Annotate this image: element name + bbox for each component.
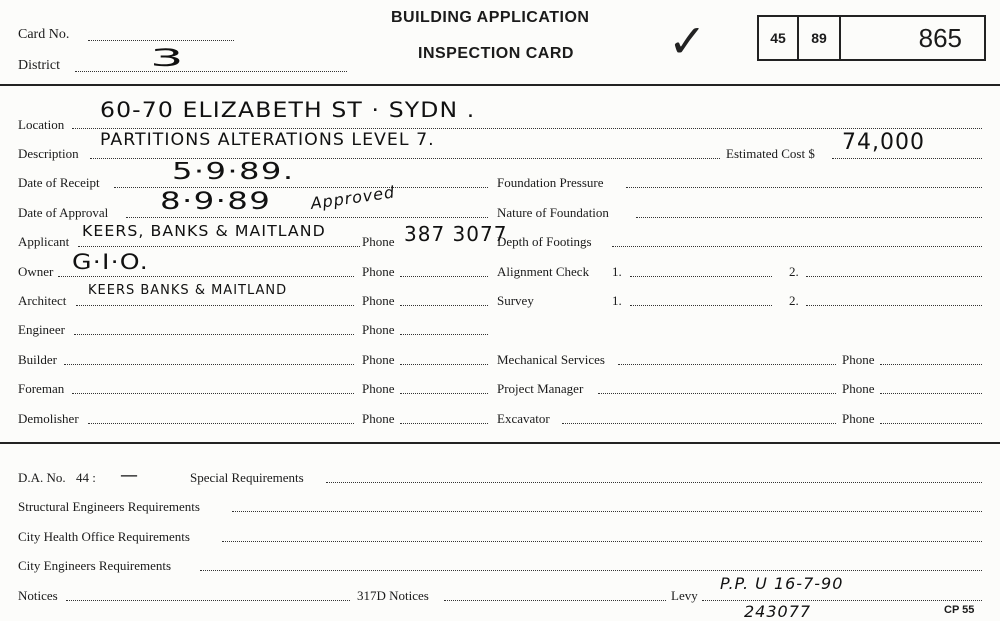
special-requirements-label: Special Requirements [190, 470, 304, 485]
alignment-check-label: Alignment Check [497, 264, 590, 279]
survey-label: Survey [497, 293, 534, 308]
date-approval-label: Date of Approval [18, 205, 109, 220]
card-box-2: 89 [797, 15, 841, 61]
notices-label: Notices [18, 588, 58, 603]
excavator-label: Excavator [497, 411, 550, 426]
alignment-check-field-1[interactable] [630, 276, 772, 277]
owner-label: Owner [18, 264, 54, 279]
form-code: CP 55 [944, 604, 975, 616]
engineer-phone-label: Phone [362, 322, 395, 337]
header-divider [0, 84, 1000, 86]
engineer-field[interactable] [74, 334, 354, 335]
nature-foundation-field[interactable] [636, 217, 982, 218]
survey-field-2[interactable] [806, 305, 982, 306]
survey-num-1: 1. [612, 293, 622, 308]
survey-field-1[interactable] [630, 305, 772, 306]
levy-sub-value: 243077 [744, 602, 812, 621]
alignment-num-2: 2. [789, 264, 799, 279]
demolisher-phone-label: Phone [362, 411, 395, 426]
project-manager-phone-label: Phone [842, 381, 875, 396]
levy-value: P.P. U 16-7-90 [720, 574, 844, 593]
estimated-cost-field[interactable] [832, 158, 982, 159]
card-box-3: 865 [839, 15, 986, 61]
demolisher-label: Demolisher [18, 411, 79, 426]
project-manager-field[interactable] [598, 393, 836, 394]
alignment-check-field-2[interactable] [806, 276, 982, 277]
date-receipt-value: 5·9·89. [172, 159, 295, 185]
owner-value: G·I·O. [72, 250, 150, 274]
excavator-phone-field[interactable] [880, 423, 982, 424]
excavator-field[interactable] [562, 423, 836, 424]
levy-label: Levy [671, 588, 698, 603]
project-manager-label: Project Manager [497, 381, 584, 396]
card-no-field[interactable] [88, 40, 234, 41]
description-label: Description [18, 146, 79, 161]
health-field[interactable] [222, 541, 982, 542]
foreman-phone-label: Phone [362, 381, 395, 396]
date-approval-note: Approved [309, 182, 397, 213]
health-label: City Health Office Requirements [18, 529, 190, 544]
builder-phone-field[interactable] [400, 364, 488, 365]
district-field[interactable] [75, 71, 347, 72]
demolisher-phone-field[interactable] [400, 423, 488, 424]
section-divider [0, 442, 1000, 444]
notices-317d-field[interactable] [444, 600, 666, 601]
check-mark-icon: ✓ [668, 14, 708, 68]
architect-label: Architect [18, 293, 67, 308]
da-no-value: 44 : [76, 470, 96, 485]
title-line-2: INSPECTION CARD [418, 45, 574, 62]
builder-phone-label: Phone [362, 352, 395, 367]
demolisher-field[interactable] [88, 423, 354, 424]
district-value: 3 [150, 44, 186, 72]
foreman-field[interactable] [72, 393, 354, 394]
nature-foundation-label: Nature of Foundation [497, 205, 609, 220]
depth-footings-field[interactable] [612, 246, 982, 247]
title-line-1: BUILDING APPLICATION [391, 9, 590, 26]
owner-field[interactable] [58, 276, 354, 277]
owner-phone-field[interactable] [400, 276, 488, 277]
location-value: 60-70 ELIZABETH ST · SYDN . [100, 98, 476, 122]
builder-field[interactable] [64, 364, 354, 365]
project-manager-phone-field[interactable] [880, 393, 982, 394]
structural-label: Structural Engineers Requirements [18, 499, 200, 514]
date-approval-field[interactable] [126, 217, 488, 218]
architect-phone-label: Phone [362, 293, 395, 308]
survey-num-2: 2. [789, 293, 799, 308]
date-approval-value: 8·9·89 [160, 187, 272, 215]
applicant-field[interactable] [78, 246, 360, 247]
location-label: Location [18, 117, 65, 132]
applicant-value: KEERS, BANKS & MAITLAND [82, 222, 326, 240]
mechanical-label: Mechanical Services [497, 352, 605, 367]
district-label: District [18, 58, 60, 73]
excavator-phone-label: Phone [842, 411, 875, 426]
mechanical-phone-label: Phone [842, 352, 875, 367]
estimated-cost-label: Estimated Cost $ [726, 146, 815, 161]
owner-phone-label: Phone [362, 264, 395, 279]
date-receipt-label: Date of Receipt [18, 175, 100, 190]
depth-footings-label: Depth of Footings [497, 234, 592, 249]
architect-phone-field[interactable] [400, 305, 488, 306]
architect-value: KEERS BANKS & MAITLAND [88, 283, 288, 298]
foundation-pressure-label: Foundation Pressure [497, 175, 604, 190]
applicant-phone-label: Phone [362, 234, 395, 249]
applicant-label: Applicant [18, 234, 70, 249]
structural-field[interactable] [232, 511, 982, 512]
mechanical-field[interactable] [618, 364, 836, 365]
alignment-num-1: 1. [612, 264, 622, 279]
location-field[interactable] [72, 128, 982, 129]
engineer-phone-field[interactable] [400, 334, 488, 335]
special-requirements-field[interactable] [326, 482, 982, 483]
levy-field[interactable] [702, 600, 982, 601]
card-no-label: Card No. [18, 27, 70, 42]
notices-317d-label: 317D Notices [357, 588, 429, 603]
da-no-dash: — [120, 465, 139, 486]
engineer-label: Engineer [18, 322, 65, 337]
description-value: PARTITIONS ALTERATIONS LEVEL 7. [100, 130, 435, 150]
applicant-phone-value: 387 3077 [404, 222, 508, 246]
da-no-label: D.A. No. [18, 470, 66, 485]
notices-field[interactable] [66, 600, 350, 601]
card-box-1: 45 [757, 15, 799, 61]
foreman-phone-field[interactable] [400, 393, 488, 394]
mechanical-phone-field[interactable] [880, 364, 982, 365]
engineers-label: City Engineers Requirements [18, 558, 172, 573]
foundation-pressure-field[interactable] [626, 187, 982, 188]
estimated-cost-value: 74,000 [842, 130, 925, 155]
engineers-field[interactable] [200, 570, 982, 571]
architect-field[interactable] [76, 305, 354, 306]
builder-label: Builder [18, 352, 57, 367]
foreman-label: Foreman [18, 381, 65, 396]
